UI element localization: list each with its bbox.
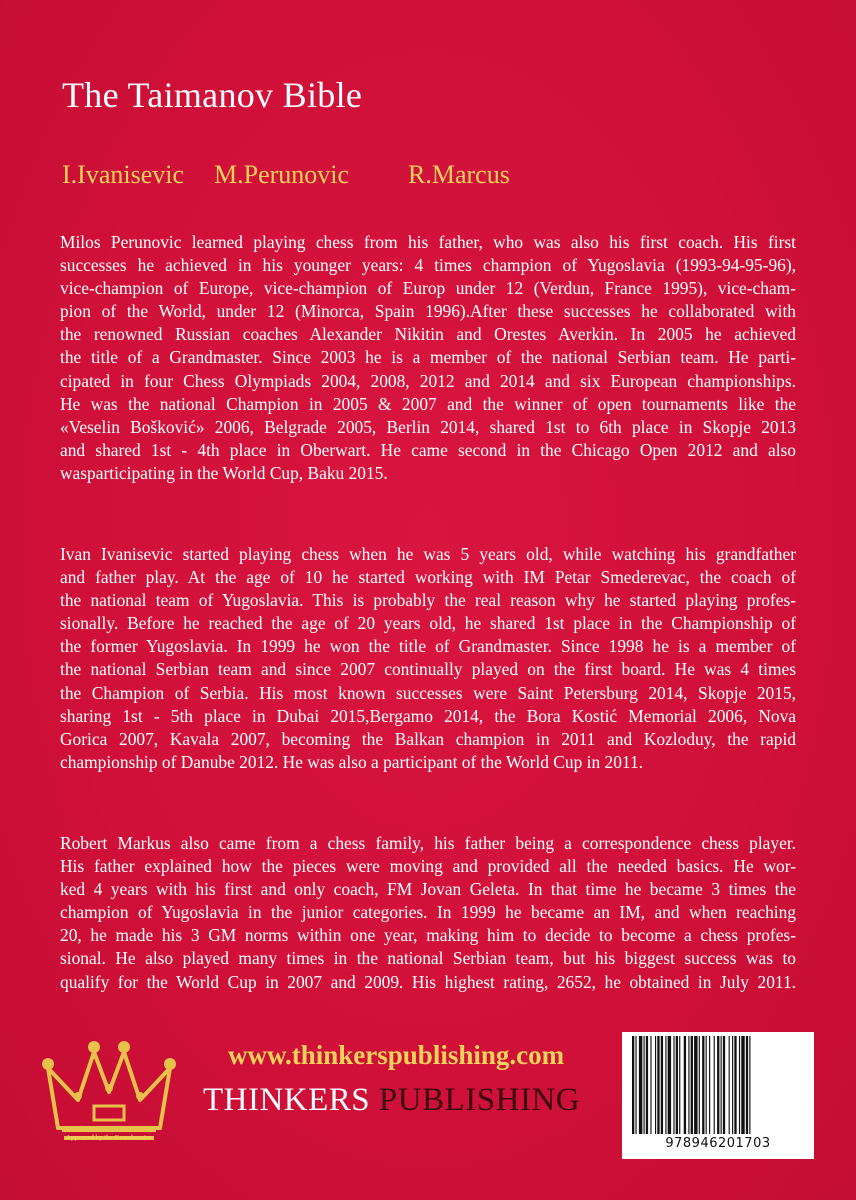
book-title: The Taimanov Bible [62, 75, 363, 115]
bio-perunovic [60, 231, 796, 485]
barcode-bar [734, 1036, 736, 1134]
barcode-bar [694, 1036, 697, 1134]
publisher-name-part1: THINKERS [203, 1082, 371, 1118]
bio-line: wasparticipating in the World Cup, Baku 2015. [60, 462, 388, 483]
bio-line: 20, he made his 3 GM norms within one year, making him to decide to become a chess profes- [60, 925, 796, 946]
bio-markus [60, 832, 796, 994]
bio-line: and shared 1st - 4th place in Oberwart. He came second in the Chicago Open 2012 and also [60, 439, 796, 460]
barcode-bar [732, 1036, 733, 1134]
barcode-bar [739, 1036, 740, 1134]
bio-line: the title of a Grandmaster. Since 2003 he is a member of the national Serbian team. He parti- [60, 347, 796, 368]
barcode-bar [702, 1036, 704, 1134]
bio-line: cipated in four Chess Olympiads 2004, 2008, 2012 and 2014 and six European championships. [60, 370, 796, 391]
barcode-bar [717, 1036, 719, 1134]
barcode-bar [709, 1036, 710, 1134]
bio-line: He was the national Champion in 2005 & 2007 and the winner of open tournaments like the [60, 393, 796, 414]
barcode-bar [721, 1036, 722, 1134]
barcode-bar [741, 1036, 744, 1134]
barcode-bar [684, 1036, 686, 1134]
author-name: R.Marcus [408, 160, 510, 189]
bio-line: the national team of Yugoslavia. This is probably the real reason why he started playing profes- [60, 590, 796, 611]
bio-line: His father explained how the pieces were moving and provided all the needed basics. He wor- [60, 856, 796, 877]
bio-line: vice-champion of Europe, vice-champion of Europ under 12 (Verdun, France 1995), vice-cham- [60, 278, 796, 299]
barcode-bar [729, 1036, 730, 1134]
bio-line: the former Yugoslavia. In 1999 he won the title of Grandmaster. Since 1998 he is a member of [60, 636, 796, 657]
bio-line: sionally. Before he reached the age of 20 years old, he shared 1st place in the Championship of [60, 613, 796, 634]
publisher-website: www.thinkerspublishing.com [228, 1040, 565, 1070]
barcode-bar [661, 1036, 663, 1134]
barcode-bar [644, 1036, 645, 1134]
bio-line: successes he achieved in his younger years: 4 times champion of Yugoslavia (1993-94-95-96), [60, 255, 796, 276]
bio-line: «Veselin Bošković» 2006, Belgrade 2005, Berlin 2014, shared 1st to 6th place in Skopje 2013 [60, 416, 796, 437]
author-name: I.Ivanisevic [62, 160, 185, 189]
bio-line: Gorica 2007, Kavala 2007, becoming the Balkan champion in 2011 and Kozloduy, the rapid [60, 728, 796, 749]
bio-line: the Champion of Serbia. His most known successes were Saint Petersburg 2014, Skopje 2015, [60, 682, 796, 703]
bio-ivanisevic [60, 543, 796, 774]
publisher-name [203, 1082, 580, 1119]
barcode-bar [655, 1036, 656, 1134]
bio-line: ked 4 years with his first and only coach, FM Jovan Geleta. In that time he became 3 times the [60, 879, 796, 900]
barcode-bar [699, 1036, 700, 1134]
barcode-bar [688, 1036, 689, 1134]
barcode-bars [630, 1036, 806, 1134]
bio-line: qualify for the World Cup in 2007 and 2009. His highest rating, 2652, he obtained in July 2011. [60, 971, 796, 992]
bio-line: sharing 1st - 5th place in Dubai 2015,Bergamo 2014, the Bora Kostić Memorial 2006, Nova [60, 705, 796, 726]
barcode-bar [635, 1036, 636, 1134]
barcode-bar [691, 1036, 693, 1134]
barcode-bar [646, 1036, 648, 1134]
bio-line: championship of Danube 2012. He was also a participant of the World Cup in 2011. [60, 751, 644, 772]
publisher-name-part2: PUBLISHING [378, 1082, 581, 1118]
barcode-bar [706, 1036, 707, 1134]
barcode-bar [749, 1036, 750, 1134]
bio-line: the national Serbian team and since 2007 continually played on the first board. He was 4 times [60, 659, 796, 680]
crown-icon [34, 1030, 184, 1150]
bio-line: and father play. At the age of 10 he started working with IM Petar Smederevac, the coach of [60, 567, 796, 588]
bio-line: Robert Markus also came from a chess family, his father being a correspondence chess player. [60, 833, 796, 853]
bio-line: the renowned Russian coaches Alexander Nikitin and Orestes Averkin. In 2005 he achieved [60, 324, 796, 345]
barcode-bar [650, 1036, 651, 1134]
barcode-bar [723, 1036, 725, 1134]
barcode-bar [673, 1036, 674, 1134]
bio-line: champion of Yugoslavia in the junior categories. In 1999 he became an IM, and when reaching [60, 902, 796, 923]
bio-line: Ivan Ivanisevic started playing chess when he was 5 years old, while watching his grandfather [60, 544, 796, 564]
barcode [622, 1032, 814, 1159]
barcode-bar [668, 1036, 671, 1134]
barcode-bar [676, 1036, 678, 1134]
bio-line: sional. He also played many times in the national Serbian team, but his biggest success was to [60, 948, 796, 969]
barcode-bar [746, 1036, 748, 1134]
barcode-bar [632, 1036, 634, 1134]
barcode-bar [639, 1036, 642, 1134]
bio-line: pion of the World, under 12 (Minorca, Spain 1996).After these successes he collaborated with [60, 301, 796, 322]
barcode-bar [679, 1036, 680, 1134]
bio-line: Milos Perunovic learned playing chess from his father, who was also his first coach. His first [60, 232, 796, 252]
barcode-bar [665, 1036, 666, 1134]
logo-caption: Approved by the Grandmaster [66, 1134, 152, 1141]
barcode-bar [657, 1036, 659, 1134]
isbn-number: 978946201703 [665, 1136, 771, 1151]
author-name: M.Perunovic [214, 160, 350, 189]
barcode-bar [714, 1036, 715, 1134]
